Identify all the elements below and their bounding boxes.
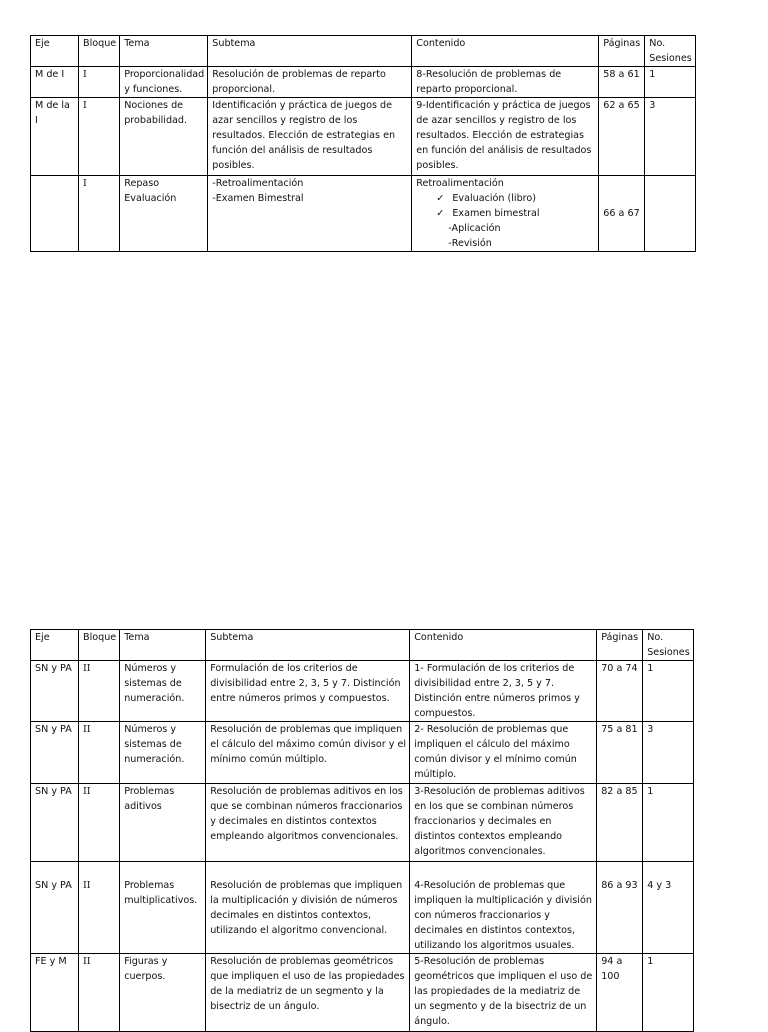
table-row xyxy=(31,98,696,176)
subtema-line: -Retroalimentación xyxy=(212,178,304,189)
cell-eje: SN y PA xyxy=(31,784,79,862)
cell-paginas: 94 a 100 xyxy=(597,954,643,1032)
header-paginas: Páginas xyxy=(597,630,643,661)
cell-contenido: 1- Formulación de los criterios de divisibilidad entre 2, 3, 5 y 7. Distinción entre números primos y compuestos. xyxy=(410,661,597,722)
sesiones-value: 4 y 3 xyxy=(647,880,672,891)
cell-bloque xyxy=(79,862,120,954)
cell-bloque: II xyxy=(79,722,120,784)
cell-bloque: II xyxy=(79,954,120,1032)
cell-sesiones: 3 xyxy=(645,98,696,176)
cell-sesiones xyxy=(643,862,694,954)
cell-paginas xyxy=(599,176,645,252)
cell-tema: Problemas aditivos xyxy=(120,784,206,862)
cell-eje xyxy=(31,176,79,252)
cell-sesiones: 3 xyxy=(643,722,694,784)
cell-tema: Figuras y cuerpos. xyxy=(120,954,206,1032)
header-sesiones-line1: No. xyxy=(649,38,666,49)
contenido-value: 4-Resolución de problemas que impliquen la multiplicación y división con números fraccionarios y decimales en distintos contextos, utilizando los algoritmos usuales. xyxy=(414,880,592,951)
table-row xyxy=(31,67,696,98)
cell-subtema: Resolución de problemas geométricos que impliquen el uso de las propiedades de la mediatriz de un segmento y la bisectriz de un ángulo. xyxy=(206,954,410,1032)
table-row xyxy=(31,954,694,1032)
cell-paginas: 58 a 61 xyxy=(599,67,645,98)
cell-contenido: 5-Resolución de problemas geométricos que impliquen el uso de las propiedades de la mediatriz de un segmento y de la bisectriz de un ángulo. xyxy=(410,954,597,1032)
cell-eje: M de la I xyxy=(31,98,79,176)
header-sesiones xyxy=(643,630,694,661)
cell-contenido: 3-Resolución de problemas aditivos en los que se combinan números fraccionarios y decimales en distintos contextos empleando algoritmos convencionales. xyxy=(410,784,597,862)
cell-bloque: I xyxy=(79,176,120,252)
checklist-item-label: Examen bimestral xyxy=(452,208,540,219)
header-eje: Eje xyxy=(31,630,79,661)
header-bloque: Bloque xyxy=(79,36,120,67)
cell-tema: Números y sistemas de numeración. xyxy=(120,661,206,722)
header-sesiones-line1: No. xyxy=(647,632,664,643)
cell-paginas: 75 a 81 xyxy=(597,722,643,784)
contenido-title: Retroalimentación xyxy=(416,178,504,189)
cell-contenido: 9-Identificación y práctica de juegos de azar sencillos y registro de los resultados. Elección de estrategias en función del análisis de resultados posibles. xyxy=(412,98,599,176)
planning-table-bloque-2 xyxy=(30,629,694,1032)
cell-tema: Repaso Evaluación xyxy=(120,176,208,252)
header-bloque: Bloque xyxy=(79,630,120,661)
tema-value: Problemas multiplicativos. xyxy=(124,880,198,906)
cell-bloque: I xyxy=(79,67,120,98)
cell-eje: SN y PA xyxy=(31,661,79,722)
cell-sesiones xyxy=(645,176,696,252)
checklist-item-label: Evaluación (libro) xyxy=(452,193,537,204)
cell-eje xyxy=(31,862,79,954)
cell-subtema: Resolución de problemas aditivos en los que se combinan números fraccionarios y decimales en distintos contextos empleando algoritmos convencionales. xyxy=(206,784,410,862)
cell-sesiones: 1 xyxy=(645,67,696,98)
header-subtema: Subtema xyxy=(206,630,410,661)
sub-item: -Revisión xyxy=(448,238,492,249)
paginas-value: 66 a 67 xyxy=(603,208,640,219)
header-contenido: Contenido xyxy=(410,630,597,661)
planning-table-bloque-1 xyxy=(30,35,696,252)
subtema-line: -Examen Bimestral xyxy=(212,193,304,204)
cell-tema: Números y sistemas de numeración. xyxy=(120,722,206,784)
table-header-row xyxy=(31,36,696,67)
header-sesiones-line2: Sesiones xyxy=(649,53,692,64)
checklist-item xyxy=(436,191,595,206)
header-sesiones xyxy=(645,36,696,67)
cell-tema xyxy=(120,862,206,954)
cell-sesiones: 1 xyxy=(643,661,694,722)
cell-subtema xyxy=(206,862,410,954)
sub-item: -Aplicación xyxy=(448,223,501,234)
header-subtema: Subtema xyxy=(208,36,412,67)
cell-tema: Proporcionalidad y funciones. xyxy=(120,67,208,98)
cell-contenido: 8-Resolución de problemas de reparto proporcional. xyxy=(412,67,599,98)
cell-eje: FE y M xyxy=(31,954,79,1032)
cell-eje: SN y PA xyxy=(31,722,79,784)
table-row xyxy=(31,784,694,862)
table-row-repaso xyxy=(31,176,696,252)
cell-eje: M de I xyxy=(31,67,79,98)
table-row xyxy=(31,661,694,722)
cell-sesiones: 1 xyxy=(643,784,694,862)
cell-subtema: Resolución de problemas que impliquen el cálculo del máximo común divisor y el mínimo común múltiplo. xyxy=(206,722,410,784)
cell-paginas: 82 a 85 xyxy=(597,784,643,862)
bloque-value: II xyxy=(83,880,91,891)
cell-bloque: I xyxy=(79,98,120,176)
table-row xyxy=(31,722,694,784)
cell-paginas xyxy=(597,862,643,954)
cell-contenido xyxy=(412,176,599,252)
cell-paginas: 62 a 65 xyxy=(599,98,645,176)
cell-subtema: Formulación de los criterios de divisibilidad entre 2, 3, 5 y 7. Distinción entre números primos y compuestos. xyxy=(206,661,410,722)
checklist-item xyxy=(436,206,595,221)
header-contenido: Contenido xyxy=(412,36,599,67)
cell-sesiones: 1 xyxy=(643,954,694,1032)
table-header-row xyxy=(31,630,694,661)
checklist xyxy=(416,191,595,221)
cell-contenido: 2- Resolución de problemas que impliquen el cálculo del máximo común divisor y el mínimo común múltiplo. xyxy=(410,722,597,784)
eje-value: SN y PA xyxy=(35,880,72,891)
cell-subtema: Resolución de problemas de reparto proporcional. xyxy=(208,67,412,98)
header-tema: Tema xyxy=(120,630,206,661)
header-eje: Eje xyxy=(31,36,79,67)
cell-bloque: II xyxy=(79,784,120,862)
header-paginas: Páginas xyxy=(599,36,645,67)
header-tema: Tema xyxy=(120,36,208,67)
header-sesiones-line2: Sesiones xyxy=(647,647,690,658)
paginas-value: 86 a 93 xyxy=(601,880,638,891)
cell-bloque: II xyxy=(79,661,120,722)
cell-tema: Nociones de probabilidad. xyxy=(120,98,208,176)
subtema-value: Resolución de problemas que impliquen la multiplicación y división de números decimales en distintos contextos, utilizando el algoritmo convencional. xyxy=(210,880,403,936)
cell-contenido xyxy=(410,862,597,954)
cell-subtema: Identificación y práctica de juegos de azar sencillos y registro de los resultados. Elección de estrategias en función del análisis de resultados posibles. xyxy=(208,98,412,176)
cell-subtema xyxy=(208,176,412,252)
cell-paginas: 70 a 74 xyxy=(597,661,643,722)
table-row xyxy=(31,862,694,954)
